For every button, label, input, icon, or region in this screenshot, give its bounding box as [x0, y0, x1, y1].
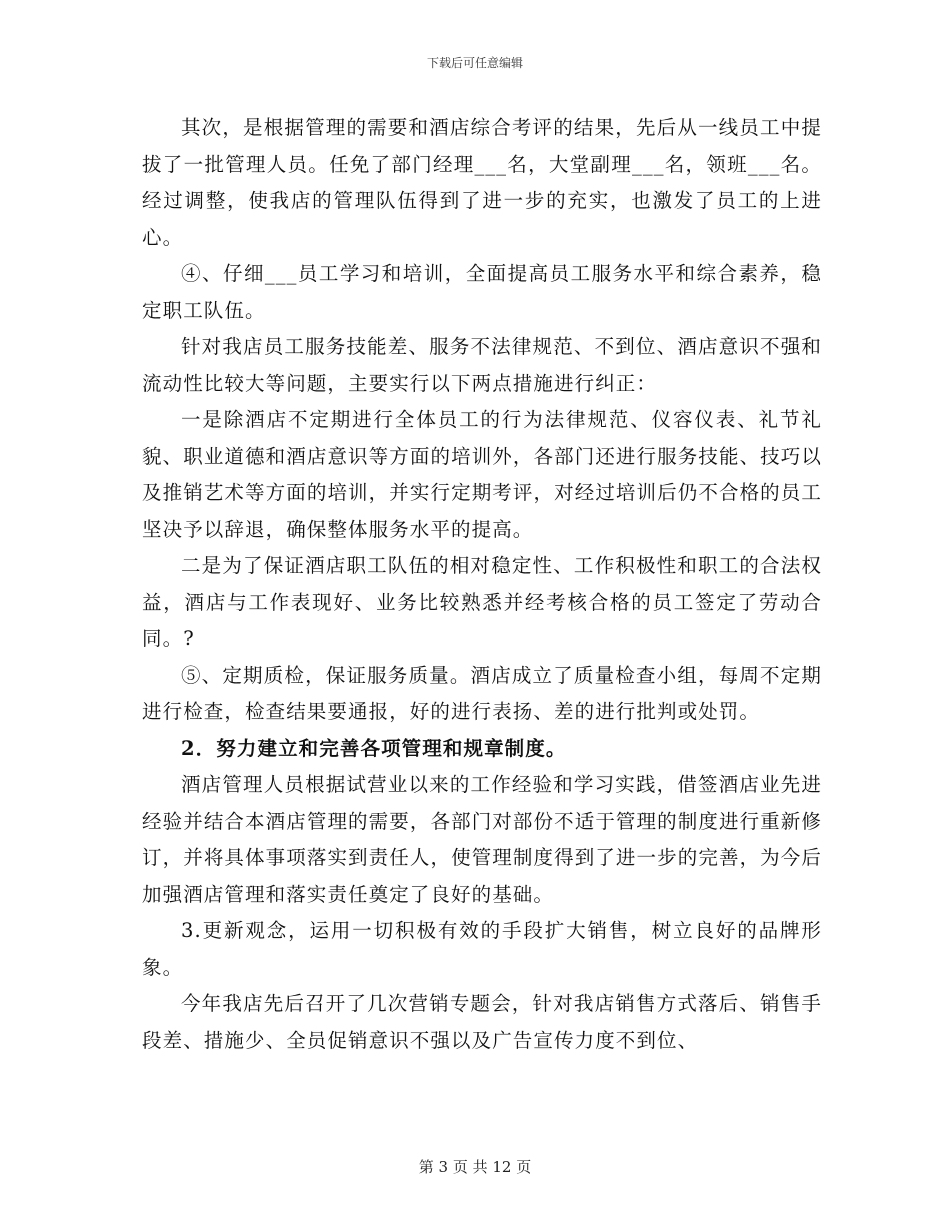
paragraph-8: 今年我店先后召开了几次营销专题会，针对我店销售方式落后、销售手段差、措施少、全员促销意识不强以及广告宣传力度不到位、	[142, 992, 822, 1052]
section-heading-3: 3.更新观念，运用一切积极有效的手段扩大销售，树立良好的品牌形象。	[142, 919, 822, 979]
page-footer: 第 3 页 共 12 页	[418, 1158, 532, 1176]
paragraph-1: 其次，是根据管理的需要和酒店综合考评的结果，先后从一线员工中提拔了一批管理人员。任免了部门经理___名，大堂副理___名，领班___名。经过调整，使我店的管理队伍得到了进一步的充实，也激发了员工的上进心。	[142, 116, 822, 249]
paragraph-4: 一是除酒店不定期进行全体员工的行为法律规范、仪容仪表、礼节礼貌、职业道德和酒店意识等方面的培训外，各部门还进行服务技能、技巧以及推销艺术等方面的培训，并实行定期考评，对经过培训后仍不合格的员工坚决予以辞退，确保整体服务水平的提高。	[142, 408, 822, 541]
paragraph-7: 酒店管理人员根据试营业以来的工作经验和学习实践，借签酒店业先进经验并结合本酒店管理的需要，各部门对部份不适于管理的制度进行重新修订，并将具体事项落实到责任人，使管理制度得到了进一步的完善，为今后加强酒店管理和落实责任奠定了良好的基础。	[142, 773, 822, 906]
page-header: 下载后可任意编辑	[426, 56, 523, 70]
document-body	[142, 110, 822, 1059]
paragraph-6: ⑤、定期质检，保证服务质量。酒店成立了质量检查小组，每周不定期进行检查，检查结果要通报，好的进行表扬、差的进行批判或处罚。	[142, 663, 822, 723]
paragraph-3: 针对我店员工服务技能差、服务不法律规范、不到位、酒店意识不强和流动性比较大等问题，主要实行以下两点措施进行纠正：	[142, 335, 822, 395]
paragraph-2: ④、仔细___员工学习和培训，全面提高员工服务水平和综合素养，稳定职工队伍。	[142, 262, 822, 322]
paragraph-5: 二是为了保证酒店职工队伍的相对稳定性、工作积极性和职工的合法权益，酒店与工作表现好、业务比较熟悉并经考核合格的员工签定了劳动合同。?	[142, 554, 822, 650]
section-heading-2: 2．努力建立和完善各项管理和规章制度。	[181, 736, 567, 760]
